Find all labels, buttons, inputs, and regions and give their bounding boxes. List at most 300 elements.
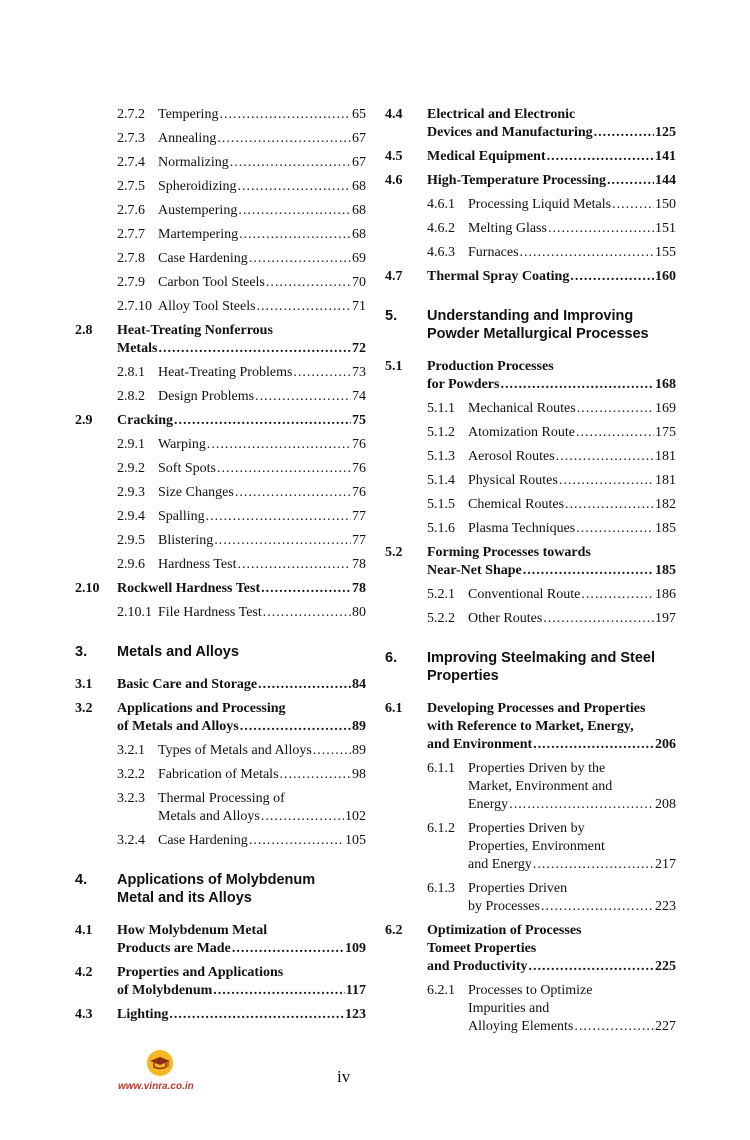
dot-leader bbox=[533, 736, 654, 754]
toc-entry-number: 2.7.9 bbox=[117, 275, 145, 290]
toc-entry-number: 3.1 bbox=[75, 677, 93, 692]
toc-entry-page: 197 bbox=[655, 611, 676, 626]
dot-leader bbox=[533, 856, 654, 874]
toc-entry-number: 5.1 bbox=[385, 359, 403, 374]
toc-entry-title: Applications of Molybdenum bbox=[117, 872, 316, 888]
toc-entry-page: 76 bbox=[352, 461, 366, 476]
toc-entry-number: 5.1.5 bbox=[427, 497, 455, 512]
toc-entry-number: 2.9.5 bbox=[117, 533, 145, 548]
toc-entry-number: 2.9.1 bbox=[117, 437, 145, 452]
toc-entry-title: Furnaces bbox=[468, 245, 519, 260]
toc-entry-title: Thermal Spray Coating bbox=[427, 269, 570, 284]
toc-entry-title: Electrical and Electronic bbox=[427, 107, 576, 122]
dot-leader bbox=[255, 388, 351, 406]
toc-entry-page: 109 bbox=[345, 941, 366, 956]
dot-leader bbox=[293, 364, 351, 382]
toc-entry-number: 4.2 bbox=[75, 965, 93, 980]
toc-entry[interactable] bbox=[75, 106, 366, 124]
toc-entry-title: Properties Driven by bbox=[468, 821, 585, 836]
toc-entry-title: Optimization of Processes bbox=[427, 923, 582, 938]
toc-entry-number: 5.1.1 bbox=[427, 401, 455, 416]
toc-entry-number: 6.1.1 bbox=[427, 761, 455, 776]
toc-entry-number: 2.9.4 bbox=[117, 509, 145, 524]
publisher-url[interactable]: www.vinra.co.in bbox=[118, 1081, 194, 1092]
toc-entry-number: 2.10.1 bbox=[117, 605, 152, 620]
toc-entry-title: Tempering bbox=[158, 107, 219, 122]
toc-entry-number: 4.3 bbox=[75, 1007, 93, 1022]
toc-entry-title: Tomeet Properties bbox=[427, 941, 537, 956]
toc-entry-number: 2.7.5 bbox=[117, 179, 145, 194]
toc-entry-page: 160 bbox=[655, 269, 676, 284]
toc-entry-title: Spheroidizing bbox=[158, 179, 237, 194]
toc-entry-title: Products are Made bbox=[117, 941, 231, 956]
toc-entry[interactable] bbox=[385, 172, 676, 190]
dot-leader bbox=[217, 130, 351, 148]
dot-leader bbox=[543, 610, 654, 628]
toc-entry-title: Developing Processes and Properties bbox=[427, 701, 646, 716]
graduation-cap-icon bbox=[147, 1050, 173, 1076]
toc-entry-number: 2.7.7 bbox=[117, 227, 145, 242]
toc-entry-page: 186 bbox=[655, 587, 676, 602]
dot-leader bbox=[500, 376, 654, 394]
toc-entry-title: of Molybdenum bbox=[117, 983, 213, 998]
toc-entry[interactable] bbox=[385, 448, 676, 466]
toc-entry-number: 6.1 bbox=[385, 701, 403, 716]
toc-entry-number: 4.7 bbox=[385, 269, 403, 284]
dot-leader bbox=[219, 106, 351, 124]
toc-entry-page: 77 bbox=[352, 533, 366, 548]
dot-leader bbox=[594, 124, 654, 142]
toc-entry-title: Design Problems bbox=[158, 389, 255, 404]
toc-entry-number: 3.2.1 bbox=[117, 743, 145, 758]
dot-leader bbox=[206, 508, 351, 526]
toc-entry[interactable] bbox=[75, 832, 366, 850]
toc-entry-title: Other Routes bbox=[468, 611, 543, 626]
toc-entry[interactable] bbox=[75, 700, 366, 736]
toc-entry-number: 5.2.1 bbox=[427, 587, 455, 602]
toc-entry-title: Soft Spots bbox=[158, 461, 216, 476]
toc-entry[interactable] bbox=[75, 676, 366, 694]
toc-entry-page: 169 bbox=[655, 401, 676, 416]
toc-entry-title: Market, Environment and bbox=[468, 779, 613, 794]
toc-entry-number: 2.8 bbox=[75, 323, 93, 338]
toc-entry-number: 4.6.2 bbox=[427, 221, 455, 236]
toc-entry-number: 2.7.8 bbox=[117, 251, 145, 266]
toc-entry-number: 5.1.6 bbox=[427, 521, 455, 536]
toc-entry[interactable] bbox=[385, 400, 676, 418]
dot-leader bbox=[238, 202, 351, 220]
toc-entry-title: by Processes bbox=[468, 899, 540, 914]
dot-leader bbox=[266, 274, 351, 292]
dot-leader bbox=[523, 562, 654, 580]
toc-entry[interactable] bbox=[75, 871, 366, 907]
toc-entry-title: Normalizing bbox=[158, 155, 229, 170]
toc-entry-number: 3.2.4 bbox=[117, 833, 145, 848]
toc-entry-page: 150 bbox=[655, 197, 676, 212]
toc-entry-number: 2.8.1 bbox=[117, 365, 145, 380]
dot-leader bbox=[217, 460, 351, 478]
toc-entry[interactable] bbox=[75, 274, 366, 292]
toc-entry-page: 65 bbox=[352, 107, 366, 122]
dot-leader bbox=[556, 448, 654, 466]
toc-entry-number: 6.2.1 bbox=[427, 983, 455, 998]
dot-leader bbox=[313, 742, 351, 760]
toc-entry-page: 208 bbox=[655, 797, 676, 812]
toc-entry-title: Case Hardening bbox=[158, 833, 248, 848]
toc-entry[interactable] bbox=[75, 580, 366, 598]
toc-entry[interactable] bbox=[385, 106, 676, 142]
toc-entry-number: 4.1 bbox=[75, 923, 93, 938]
toc-entry[interactable] bbox=[385, 820, 676, 874]
toc-entry-title: Physical Routes bbox=[468, 473, 558, 488]
toc-entry-page: 78 bbox=[352, 557, 366, 572]
toc-entry[interactable] bbox=[385, 649, 676, 685]
toc-entry-title: Impurities and bbox=[468, 1001, 550, 1016]
dot-leader bbox=[257, 298, 351, 316]
toc-entry-title: Properties Driven bbox=[468, 881, 568, 896]
toc-entry[interactable] bbox=[75, 766, 366, 784]
toc-entry-number: 2.9.2 bbox=[117, 461, 145, 476]
toc-entry-title: for Powders bbox=[427, 377, 500, 392]
dot-leader bbox=[509, 796, 654, 814]
toc-entry-title: Case Hardening bbox=[158, 251, 248, 266]
toc-entry-number: 2.7.4 bbox=[117, 155, 145, 170]
toc-entry[interactable] bbox=[385, 472, 676, 490]
toc-entry-title: Properties, Environment bbox=[468, 839, 605, 854]
toc-entry-title: Aerosol Routes bbox=[468, 449, 555, 464]
toc-entry-title: Plasma Techniques bbox=[468, 521, 576, 536]
toc-entry-title: Rockwell Hardness Test bbox=[117, 581, 261, 596]
toc-entry-title: Near-Net Shape bbox=[427, 563, 522, 578]
dot-leader bbox=[235, 484, 351, 502]
dot-leader bbox=[577, 400, 654, 418]
toc-entry-title: Metals and Alloys bbox=[117, 644, 239, 660]
toc-entry-title: Carbon Tool Steels bbox=[158, 275, 265, 290]
toc-entry-number: 4.6 bbox=[385, 173, 403, 188]
toc-entry-title: Cracking bbox=[117, 413, 173, 428]
toc-entry-number: 5.1.4 bbox=[427, 473, 455, 488]
toc-entry[interactable] bbox=[75, 154, 366, 172]
toc-entry-page: 168 bbox=[655, 377, 676, 392]
toc-entry[interactable] bbox=[75, 604, 366, 622]
dot-leader bbox=[548, 220, 654, 238]
toc-entry[interactable] bbox=[75, 1006, 366, 1024]
toc-entry-page: 70 bbox=[352, 275, 366, 290]
toc-entry[interactable] bbox=[75, 436, 366, 454]
toc-entry-title: Properties bbox=[427, 668, 499, 684]
toc-entry[interactable] bbox=[75, 226, 366, 244]
toc-entry[interactable] bbox=[385, 544, 676, 580]
toc-entry-number: 5.2 bbox=[385, 545, 403, 560]
toc-entry-title: Processes to Optimize bbox=[468, 983, 593, 998]
toc-entry-page: 185 bbox=[655, 563, 676, 578]
toc-entry-page: 69 bbox=[352, 251, 366, 266]
toc-entry-title: Processing Liquid Metals bbox=[468, 197, 612, 212]
toc-entry-page: 102 bbox=[345, 809, 366, 824]
toc-entry-number: 2.9.6 bbox=[117, 557, 145, 572]
toc-entry[interactable] bbox=[75, 250, 366, 268]
toc-entry-title: Thermal Processing of bbox=[158, 791, 285, 806]
toc-entry[interactable] bbox=[385, 520, 676, 538]
toc-entry-title: and Productivity bbox=[427, 959, 528, 974]
toc-entry-page: 77 bbox=[352, 509, 366, 524]
toc-entry-title: How Molybdenum Metal bbox=[117, 923, 268, 938]
toc-entry-page: 75 bbox=[352, 413, 366, 428]
toc-entry-page: 227 bbox=[655, 1019, 676, 1034]
toc-entry[interactable] bbox=[75, 556, 366, 574]
dot-leader bbox=[237, 556, 351, 574]
toc-entry-title: Warping bbox=[158, 437, 206, 452]
toc-entry-page: 175 bbox=[655, 425, 676, 440]
toc-entry-number: 2.7.2 bbox=[117, 107, 145, 122]
toc-entry-title: Annealing bbox=[158, 131, 217, 146]
toc-entry-number: 3.2.3 bbox=[117, 791, 145, 806]
dot-leader bbox=[239, 226, 351, 244]
toc-entry-title: and Energy bbox=[468, 857, 532, 872]
toc-entry-title: Metals bbox=[117, 341, 158, 356]
page-number: iv bbox=[337, 1067, 351, 1086]
dot-leader bbox=[261, 580, 351, 598]
toc-entry[interactable] bbox=[385, 760, 676, 814]
dot-leader bbox=[230, 154, 351, 172]
toc-entry-title: Size Changes bbox=[158, 485, 234, 500]
toc-entry[interactable] bbox=[385, 922, 676, 976]
dot-leader bbox=[576, 520, 654, 538]
toc-entry-number: 2.9 bbox=[75, 413, 93, 428]
toc-entry-title: Improving Steelmaking and Steel bbox=[427, 650, 656, 666]
dot-leader bbox=[238, 178, 351, 196]
toc-entry[interactable] bbox=[75, 508, 366, 526]
toc-entry-number: 3.2.2 bbox=[117, 767, 145, 782]
toc-entry-title: Energy bbox=[468, 797, 509, 812]
toc-entry[interactable] bbox=[75, 412, 366, 430]
toc-entry-title: Melting Glass bbox=[468, 221, 547, 236]
dot-leader bbox=[559, 472, 654, 490]
toc-entry-title: Heat-Treating Problems bbox=[158, 365, 293, 380]
toc-entry-number: 2.7.3 bbox=[117, 131, 145, 146]
toc-entry-page: 89 bbox=[352, 719, 366, 734]
toc-entry-title: Devices and Manufacturing bbox=[427, 125, 593, 140]
toc-entry[interactable] bbox=[385, 358, 676, 394]
toc-entry-title: Alloy Tool Steels bbox=[158, 299, 256, 314]
toc-entry-title: Types of Metals and Alloys bbox=[158, 743, 312, 758]
dot-leader bbox=[207, 436, 351, 454]
toc-entry-title: Chemical Routes bbox=[468, 497, 565, 512]
toc-entry-title: of Metals and Alloys bbox=[117, 719, 239, 734]
toc-entry-page: 68 bbox=[352, 203, 366, 218]
toc-entry[interactable] bbox=[75, 202, 366, 220]
toc-entry[interactable] bbox=[385, 496, 676, 514]
toc-entry-page: 68 bbox=[352, 227, 366, 242]
toc-entry-page: 105 bbox=[345, 833, 366, 848]
dot-leader bbox=[232, 940, 344, 958]
toc-entry-page: 84 bbox=[352, 677, 366, 692]
toc-entry-page: 67 bbox=[352, 155, 366, 170]
toc-entry-number: 6.1.3 bbox=[427, 881, 455, 896]
toc-entry-title: and Environment bbox=[427, 737, 533, 752]
dot-leader bbox=[528, 958, 654, 976]
toc-entry-title: Conventional Route bbox=[468, 587, 581, 602]
dot-leader bbox=[258, 676, 351, 694]
toc-entry-page: 71 bbox=[352, 299, 366, 314]
dot-leader bbox=[612, 196, 654, 214]
toc-entry-page: 68 bbox=[352, 179, 366, 194]
toc-entry-page: 206 bbox=[655, 737, 676, 752]
toc-entry[interactable] bbox=[385, 700, 676, 754]
toc-entry[interactable] bbox=[75, 790, 366, 826]
dot-leader bbox=[213, 982, 344, 1000]
toc-entry-page: 74 bbox=[352, 389, 366, 404]
dot-leader bbox=[581, 586, 654, 604]
toc-entry-title: Fabrication of Metals bbox=[158, 767, 279, 782]
toc-entry-page: 182 bbox=[655, 497, 676, 512]
toc-entry-number: 2.10 bbox=[75, 581, 100, 596]
dot-leader bbox=[240, 718, 351, 736]
dot-leader bbox=[565, 496, 654, 514]
dot-leader bbox=[263, 604, 351, 622]
toc-entry[interactable] bbox=[75, 460, 366, 478]
toc-entry-title: Metal and its Alloys bbox=[117, 890, 252, 906]
dot-leader bbox=[249, 250, 351, 268]
dot-leader bbox=[576, 424, 654, 442]
toc-entry-page: 76 bbox=[352, 437, 366, 452]
toc-entry[interactable] bbox=[75, 130, 366, 148]
toc-entry-page: 117 bbox=[345, 983, 366, 998]
dot-leader bbox=[249, 832, 344, 850]
toc-entry-page: 225 bbox=[655, 959, 676, 974]
toc-entry-title: Understanding and Improving bbox=[427, 308, 634, 324]
toc-entry-number: 5.1.3 bbox=[427, 449, 455, 464]
toc-entry-page: 72 bbox=[352, 341, 366, 356]
toc-entry-page: 73 bbox=[352, 365, 366, 380]
toc-entry-page: 80 bbox=[352, 605, 366, 620]
toc-entry[interactable] bbox=[385, 244, 676, 262]
toc-entry-page: 78 bbox=[352, 581, 366, 596]
toc-entry-page: 217 bbox=[655, 857, 676, 872]
toc-entry-page: 125 bbox=[655, 125, 676, 140]
toc-entry[interactable] bbox=[385, 880, 676, 916]
toc-entry[interactable] bbox=[385, 586, 676, 604]
toc-entry[interactable] bbox=[385, 268, 676, 286]
toc-entry-number: 2.9.3 bbox=[117, 485, 145, 500]
toc-entry-page: 89 bbox=[352, 743, 366, 758]
toc-entry-page: 155 bbox=[655, 245, 676, 260]
toc-entry-number: 5.1.2 bbox=[427, 425, 455, 440]
toc-entry-page: 181 bbox=[655, 473, 676, 488]
dot-leader bbox=[607, 172, 654, 190]
dot-leader bbox=[280, 766, 351, 784]
toc-entry[interactable] bbox=[75, 322, 366, 358]
toc-entry[interactable] bbox=[75, 643, 366, 661]
toc-entry-title: Martempering bbox=[158, 227, 239, 242]
toc-entry-page: 181 bbox=[655, 449, 676, 464]
toc-entry-number: 4.6.3 bbox=[427, 245, 455, 260]
toc-entry-number: 4.5 bbox=[385, 149, 403, 164]
toc-entry-number: 4. bbox=[75, 872, 88, 888]
toc-entry[interactable] bbox=[75, 964, 366, 1000]
toc-entry-title: Heat-Treating Nonferrous bbox=[117, 323, 273, 338]
toc-entry-number: 4.6.1 bbox=[427, 197, 455, 212]
toc-entry-title: Forming Processes towards bbox=[427, 545, 591, 560]
dot-leader bbox=[570, 268, 654, 286]
toc-entry-title: Applications and Processing bbox=[117, 701, 286, 716]
dot-leader bbox=[541, 898, 654, 916]
toc-entry[interactable] bbox=[385, 610, 676, 628]
toc-entry-page: 123 bbox=[345, 1007, 366, 1022]
toc-entry-number: 2.7.6 bbox=[117, 203, 145, 218]
toc-entry-number: 5. bbox=[385, 308, 398, 324]
toc-entry[interactable] bbox=[75, 298, 366, 316]
toc-entry-title: Properties and Applications bbox=[117, 965, 284, 980]
toc-entry-title: Spalling bbox=[158, 509, 205, 524]
dot-leader bbox=[158, 340, 351, 358]
dot-leader bbox=[169, 1006, 344, 1024]
dot-leader bbox=[520, 244, 654, 262]
toc-entry-page: 98 bbox=[352, 767, 366, 782]
toc-entry-title: Basic Care and Storage bbox=[117, 677, 258, 692]
dot-leader bbox=[174, 412, 351, 430]
toc-entry-title: Properties Driven by the bbox=[468, 761, 606, 776]
toc-entry-title: Austempering bbox=[158, 203, 238, 218]
toc-entry[interactable] bbox=[75, 532, 366, 550]
toc-entry-title: Lighting bbox=[117, 1007, 169, 1022]
toc-entry-page: 76 bbox=[352, 485, 366, 500]
toc-entry-title: Metals and Alloys bbox=[158, 809, 260, 824]
toc-entry-title: Mechanical Routes bbox=[468, 401, 576, 416]
toc-entry[interactable] bbox=[385, 148, 676, 166]
toc-entry-number: 3.2 bbox=[75, 701, 93, 716]
toc-entry[interactable] bbox=[385, 307, 676, 343]
toc-entry-number: 6.2 bbox=[385, 923, 403, 938]
toc-entry-page: 144 bbox=[655, 173, 676, 188]
toc-entry-page: 223 bbox=[655, 899, 676, 914]
toc-entry-number: 3. bbox=[75, 644, 88, 660]
dot-leader bbox=[574, 1018, 654, 1036]
toc-entry[interactable] bbox=[385, 220, 676, 238]
toc-entry-title: Production Processes bbox=[427, 359, 554, 374]
toc-entry[interactable] bbox=[75, 364, 366, 382]
toc-entry-page: 151 bbox=[655, 221, 676, 236]
toc-entry-number: 2.8.2 bbox=[117, 389, 145, 404]
toc-entry[interactable] bbox=[75, 742, 366, 760]
toc-entry-page: 67 bbox=[352, 131, 366, 146]
toc-entry[interactable] bbox=[385, 196, 676, 214]
dot-leader bbox=[214, 532, 351, 550]
toc-entry-number: 6. bbox=[385, 650, 398, 666]
dot-leader bbox=[547, 148, 654, 166]
toc-entry-number: 5.2.2 bbox=[427, 611, 455, 626]
toc-entry[interactable] bbox=[385, 982, 676, 1036]
toc-entry[interactable] bbox=[75, 484, 366, 502]
toc-entry-number: 2.7.10 bbox=[117, 299, 152, 314]
toc-entry[interactable] bbox=[75, 178, 366, 196]
toc-entry-page: 185 bbox=[655, 521, 676, 536]
toc-entry-title: Atomization Route bbox=[468, 425, 575, 440]
toc-entry-number: 6.1.2 bbox=[427, 821, 455, 836]
toc-entry-title: Medical Equipment bbox=[427, 149, 546, 164]
toc-entry[interactable] bbox=[75, 388, 366, 406]
toc-entry-number: 4.4 bbox=[385, 107, 403, 122]
dot-leader bbox=[261, 808, 344, 826]
toc-entry-title: File Hardness Test bbox=[158, 605, 262, 620]
toc-entry-title: Blistering bbox=[158, 533, 214, 548]
toc-entry-title: with Reference to Market, Energy, bbox=[427, 719, 634, 734]
toc-entry-title: High-Temperature Processing bbox=[427, 173, 607, 188]
toc-entry-page: 141 bbox=[655, 149, 676, 164]
toc-entry[interactable] bbox=[385, 424, 676, 442]
toc-entry[interactable] bbox=[75, 922, 366, 958]
toc-entry-title: Powder Metallurgical Processes bbox=[427, 326, 649, 342]
